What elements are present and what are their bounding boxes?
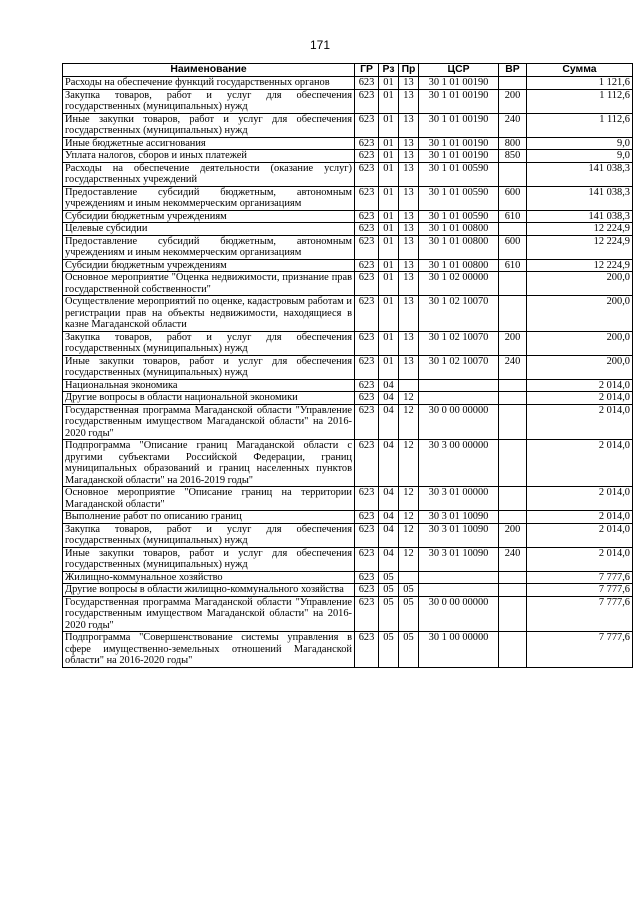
cell-rz: 01	[379, 89, 399, 113]
cell-rz: 04	[379, 523, 399, 547]
cell-rz: 04	[379, 440, 399, 487]
col-header-csr: ЦСР	[419, 64, 499, 77]
cell-gr: 623	[355, 379, 379, 392]
cell-vr: 800	[499, 137, 527, 150]
cell-rz: 01	[379, 150, 399, 163]
cell-csr: 30 1 01 00800	[419, 235, 499, 259]
cell-pr: 13	[399, 235, 419, 259]
cell-pr: 13	[399, 259, 419, 272]
cell-pr: 13	[399, 113, 419, 137]
cell-gr: 623	[355, 331, 379, 355]
cell-name: Основное мероприятие "Описание границ на территории Магаданской области"	[63, 487, 355, 511]
cell-pr: 13	[399, 137, 419, 150]
cell-name: Субсидии бюджетным учреждениям	[63, 210, 355, 223]
cell-sum: 2 014,0	[527, 379, 633, 392]
cell-name: Осуществление мероприятий по оценке, кадастровым работам и регистрации прав на объекты недвижимости, находящиеся в казне Магаданской области	[63, 296, 355, 332]
cell-csr: 30 3 01 10090	[419, 511, 499, 524]
cell-gr: 623	[355, 77, 379, 90]
cell-vr: 240	[499, 355, 527, 379]
cell-pr	[399, 379, 419, 392]
cell-rz: 04	[379, 487, 399, 511]
cell-name: Предоставление субсидий бюджетным, автономным учреждениям и иным некоммерческим организациям	[63, 186, 355, 210]
table-row	[63, 523, 633, 547]
cell-gr: 623	[355, 487, 379, 511]
cell-csr: 30 1 02 00000	[419, 272, 499, 296]
cell-csr: 30 1 01 00190	[419, 77, 499, 90]
cell-name: Предоставление субсидий бюджетным, автономным учреждениям и иным некоммерческим организациям	[63, 235, 355, 259]
cell-rz: 05	[379, 584, 399, 597]
col-header-sum: Сумма	[527, 64, 633, 77]
cell-pr: 12	[399, 487, 419, 511]
table-row	[63, 296, 633, 332]
table-row	[63, 77, 633, 90]
cell-sum: 12 224,9	[527, 235, 633, 259]
cell-vr	[499, 632, 527, 668]
table-row	[63, 137, 633, 150]
cell-vr: 240	[499, 113, 527, 137]
cell-rz: 04	[379, 547, 399, 571]
col-header-pr: Пр	[399, 64, 419, 77]
cell-sum: 200,0	[527, 296, 633, 332]
cell-sum: 9,0	[527, 137, 633, 150]
cell-name: Целевые субсидии	[63, 223, 355, 236]
cell-name: Иные закупки товаров, работ и услуг для обеспечения государственных (муниципальных) нужд	[63, 113, 355, 137]
cell-gr: 623	[355, 571, 379, 584]
table-row	[63, 596, 633, 632]
cell-pr: 12	[399, 547, 419, 571]
cell-rz: 01	[379, 77, 399, 90]
cell-name: Другие вопросы в области национальной экономики	[63, 392, 355, 405]
cell-csr	[419, 584, 499, 597]
cell-vr	[499, 223, 527, 236]
cell-pr: 13	[399, 89, 419, 113]
table-row	[63, 571, 633, 584]
cell-pr: 12	[399, 440, 419, 487]
cell-csr: 30 1 00 00000	[419, 632, 499, 668]
table-row	[63, 487, 633, 511]
cell-vr	[499, 77, 527, 90]
cell-csr: 30 1 02 10070	[419, 355, 499, 379]
cell-rz: 04	[379, 379, 399, 392]
cell-name: Государственная программа Магаданской области "Управление государственным имуществом Магаданской области" на 2016-2020 годы"	[63, 404, 355, 440]
cell-sum: 141 038,3	[527, 186, 633, 210]
table-row	[63, 186, 633, 210]
cell-name: Расходы на обеспечение функций государственных органов	[63, 77, 355, 90]
cell-rz: 01	[379, 223, 399, 236]
cell-pr: 12	[399, 523, 419, 547]
cell-sum: 2 014,0	[527, 487, 633, 511]
cell-rz: 01	[379, 355, 399, 379]
cell-csr	[419, 379, 499, 392]
cell-csr: 30 0 00 00000	[419, 404, 499, 440]
table-row	[63, 89, 633, 113]
cell-pr: 13	[399, 162, 419, 186]
cell-sum: 200,0	[527, 272, 633, 296]
table-row	[63, 355, 633, 379]
table-row	[63, 331, 633, 355]
cell-pr: 13	[399, 223, 419, 236]
table-row	[63, 392, 633, 405]
cell-name: Расходы на обеспечение деятельности (оказание услуг) государственных учреждений	[63, 162, 355, 186]
cell-sum: 200,0	[527, 355, 633, 379]
cell-csr: 30 1 01 00190	[419, 150, 499, 163]
cell-rz: 04	[379, 511, 399, 524]
cell-csr: 30 1 01 00800	[419, 223, 499, 236]
cell-sum: 1 112,6	[527, 89, 633, 113]
cell-gr: 623	[355, 235, 379, 259]
cell-rz: 01	[379, 331, 399, 355]
table-row	[63, 584, 633, 597]
cell-sum: 12 224,9	[527, 259, 633, 272]
table-row	[63, 113, 633, 137]
cell-vr	[499, 596, 527, 632]
cell-rz: 05	[379, 571, 399, 584]
table-row	[63, 223, 633, 236]
cell-sum: 2 014,0	[527, 404, 633, 440]
cell-pr: 13	[399, 210, 419, 223]
cell-sum: 7 777,6	[527, 571, 633, 584]
cell-vr	[499, 487, 527, 511]
cell-gr: 623	[355, 547, 379, 571]
budget-table	[62, 63, 633, 668]
cell-gr: 623	[355, 137, 379, 150]
cell-vr: 200	[499, 523, 527, 547]
cell-gr: 623	[355, 523, 379, 547]
table-row	[63, 272, 633, 296]
cell-gr: 623	[355, 355, 379, 379]
cell-name: Выполнение работ по описанию границ	[63, 511, 355, 524]
cell-sum: 1 121,6	[527, 77, 633, 90]
cell-name: Иные бюджетные ассигнования	[63, 137, 355, 150]
cell-pr: 13	[399, 77, 419, 90]
cell-vr: 850	[499, 150, 527, 163]
cell-rz: 01	[379, 296, 399, 332]
cell-csr: 30 1 01 00590	[419, 186, 499, 210]
table-header-row	[63, 64, 633, 77]
cell-sum: 7 777,6	[527, 596, 633, 632]
cell-rz: 01	[379, 162, 399, 186]
cell-name: Подпрограмма "Описание границ Магаданской области с другими субъектами Российской Федерации, границ муниципальных образований и границ населенных пунктов Магаданской области" на 2016-2019 годы"	[63, 440, 355, 487]
cell-sum: 141 038,3	[527, 210, 633, 223]
cell-name: Иные закупки товаров, работ и услуг для обеспечения государственных (муниципальных) нужд	[63, 547, 355, 571]
cell-sum: 2 014,0	[527, 523, 633, 547]
table-row	[63, 547, 633, 571]
cell-gr: 623	[355, 296, 379, 332]
cell-vr	[499, 571, 527, 584]
table-row	[63, 235, 633, 259]
table-row	[63, 210, 633, 223]
cell-rz: 01	[379, 113, 399, 137]
cell-pr: 05	[399, 596, 419, 632]
cell-gr: 623	[355, 440, 379, 487]
cell-csr: 30 3 01 10090	[419, 547, 499, 571]
cell-csr: 30 3 01 10090	[419, 523, 499, 547]
cell-csr: 30 1 01 00190	[419, 113, 499, 137]
cell-vr: 610	[499, 210, 527, 223]
cell-gr: 623	[355, 392, 379, 405]
cell-name: Государственная программа Магаданской области "Управление государственным имуществом Магаданской области" на 2016-2020 годы"	[63, 596, 355, 632]
cell-gr: 623	[355, 272, 379, 296]
cell-vr	[499, 440, 527, 487]
cell-gr: 623	[355, 186, 379, 210]
cell-sum: 12 224,9	[527, 223, 633, 236]
cell-gr: 623	[355, 150, 379, 163]
cell-pr: 13	[399, 296, 419, 332]
cell-sum: 9,0	[527, 150, 633, 163]
cell-pr: 05	[399, 584, 419, 597]
cell-name: Основное мероприятие "Оценка недвижимости, признание прав государственной собственности"	[63, 272, 355, 296]
table-row	[63, 632, 633, 668]
cell-name: Закупка товаров, работ и услуг для обеспечения государственных (муниципальных) нужд	[63, 331, 355, 355]
cell-name: Закупка товаров, работ и услуг для обеспечения государственных (муниципальных) нужд	[63, 89, 355, 113]
table-row	[63, 259, 633, 272]
cell-csr: 30 1 01 00190	[419, 89, 499, 113]
table-row	[63, 162, 633, 186]
cell-vr	[499, 392, 527, 405]
cell-vr: 200	[499, 89, 527, 113]
cell-sum: 2 014,0	[527, 547, 633, 571]
table-row	[63, 404, 633, 440]
cell-sum: 2 014,0	[527, 511, 633, 524]
cell-sum: 200,0	[527, 331, 633, 355]
cell-vr: 600	[499, 186, 527, 210]
cell-rz: 01	[379, 137, 399, 150]
page-number: 171	[309, 38, 331, 52]
table-row	[63, 511, 633, 524]
cell-pr: 13	[399, 331, 419, 355]
cell-pr	[399, 571, 419, 584]
cell-sum: 7 777,6	[527, 632, 633, 668]
cell-gr: 623	[355, 259, 379, 272]
cell-vr: 600	[499, 235, 527, 259]
cell-pr: 13	[399, 272, 419, 296]
cell-csr: 30 1 01 00590	[419, 210, 499, 223]
cell-name: Жилищно-коммунальное хозяйство	[63, 571, 355, 584]
cell-name: Уплата налогов, сборов и иных платежей	[63, 150, 355, 163]
cell-vr	[499, 584, 527, 597]
table-row	[63, 150, 633, 163]
cell-rz: 04	[379, 392, 399, 405]
cell-sum: 2 014,0	[527, 392, 633, 405]
cell-csr: 30 1 01 00590	[419, 162, 499, 186]
cell-rz: 01	[379, 272, 399, 296]
cell-vr	[499, 296, 527, 332]
cell-name: Иные закупки товаров, работ и услуг для обеспечения государственных (муниципальных) нужд	[63, 355, 355, 379]
cell-gr: 623	[355, 596, 379, 632]
cell-gr: 623	[355, 89, 379, 113]
cell-vr: 200	[499, 331, 527, 355]
cell-vr: 240	[499, 547, 527, 571]
cell-gr: 623	[355, 511, 379, 524]
col-header-name: Наименование	[63, 64, 355, 77]
cell-csr: 30 1 02 10070	[419, 296, 499, 332]
cell-gr: 623	[355, 113, 379, 137]
cell-name: Субсидии бюджетным учреждениям	[63, 259, 355, 272]
cell-gr: 623	[355, 162, 379, 186]
cell-csr: 30 1 02 10070	[419, 331, 499, 355]
cell-gr: 623	[355, 584, 379, 597]
cell-csr: 30 3 01 00000	[419, 487, 499, 511]
cell-name: Национальная экономика	[63, 379, 355, 392]
cell-vr	[499, 511, 527, 524]
col-header-rz: Рз	[379, 64, 399, 77]
cell-pr: 13	[399, 186, 419, 210]
cell-pr: 05	[399, 632, 419, 668]
cell-gr: 623	[355, 632, 379, 668]
cell-sum: 1 112,6	[527, 113, 633, 137]
cell-gr: 623	[355, 404, 379, 440]
cell-sum: 7 777,6	[527, 584, 633, 597]
col-header-vr: ВР	[499, 64, 527, 77]
cell-csr: 30 0 00 00000	[419, 596, 499, 632]
cell-gr: 623	[355, 210, 379, 223]
cell-vr: 610	[499, 259, 527, 272]
cell-rz: 04	[379, 404, 399, 440]
cell-vr	[499, 272, 527, 296]
cell-sum: 2 014,0	[527, 440, 633, 487]
cell-csr	[419, 571, 499, 584]
cell-vr	[499, 162, 527, 186]
cell-vr	[499, 379, 527, 392]
cell-name: Другие вопросы в области жилищно-коммунального хозяйства	[63, 584, 355, 597]
cell-csr	[419, 392, 499, 405]
cell-pr: 13	[399, 150, 419, 163]
cell-sum: 141 038,3	[527, 162, 633, 186]
cell-rz: 01	[379, 259, 399, 272]
cell-pr: 13	[399, 355, 419, 379]
table-row	[63, 440, 633, 487]
cell-pr: 12	[399, 404, 419, 440]
cell-csr: 30 3 00 00000	[419, 440, 499, 487]
cell-csr: 30 1 01 00800	[419, 259, 499, 272]
cell-rz: 05	[379, 632, 399, 668]
cell-rz: 01	[379, 235, 399, 259]
cell-gr: 623	[355, 223, 379, 236]
cell-rz: 05	[379, 596, 399, 632]
cell-rz: 01	[379, 210, 399, 223]
cell-vr	[499, 404, 527, 440]
cell-pr: 12	[399, 392, 419, 405]
col-header-gr: ГР	[355, 64, 379, 77]
cell-pr: 12	[399, 511, 419, 524]
cell-name: Подпрограмма "Совершенствование системы управления в сфере имущественно-земельных отношений Магаданской области" на 2016-2020 годы"	[63, 632, 355, 668]
cell-csr: 30 1 01 00190	[419, 137, 499, 150]
cell-rz: 01	[379, 186, 399, 210]
cell-name: Закупка товаров, работ и услуг для обеспечения государственных (муниципальных) нужд	[63, 523, 355, 547]
table-row	[63, 379, 633, 392]
